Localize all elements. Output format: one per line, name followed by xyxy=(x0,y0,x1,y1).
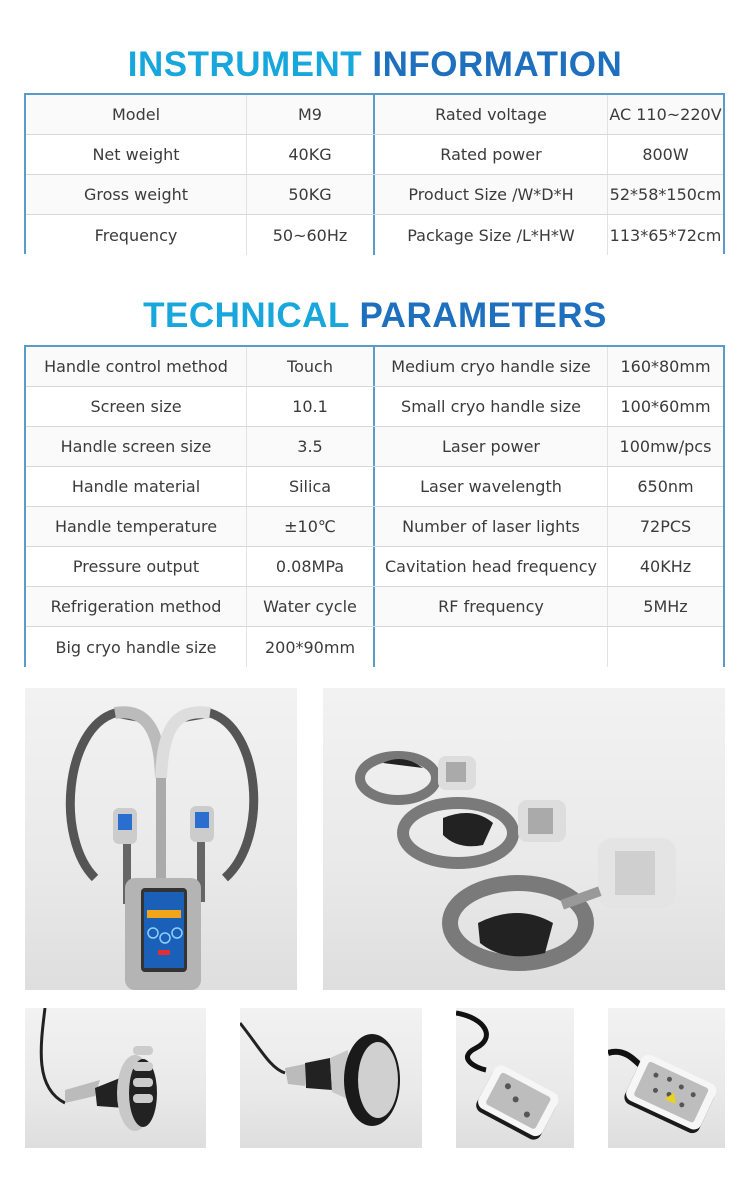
row-label: Handle material xyxy=(26,467,247,506)
row-value: Silica xyxy=(247,467,375,506)
row-label: Gross weight xyxy=(26,175,247,214)
table-row xyxy=(26,175,723,215)
row-value: ±10℃ xyxy=(247,507,375,546)
row-value: 10.1 xyxy=(247,387,375,426)
row-value: 50~60Hz xyxy=(247,215,375,255)
row-label: Refrigeration method xyxy=(26,587,247,626)
row-label: Big cryo handle size xyxy=(26,627,247,667)
row-value: 72PCS xyxy=(639,517,692,536)
row-value: M9 xyxy=(247,95,375,134)
technical-parameters-title xyxy=(0,296,750,336)
table-row xyxy=(26,547,723,587)
cryo-machine-photo xyxy=(25,688,297,990)
row-label: RF frequency xyxy=(375,587,608,626)
row-value: 113*65*72cm xyxy=(609,225,722,245)
row-label: Pressure output xyxy=(26,547,247,586)
laser-pad-photo-2 xyxy=(608,1008,725,1148)
row-value: 100mw/pcs xyxy=(619,437,712,456)
row-label: Handle temperature xyxy=(26,507,247,546)
instrument-information-table xyxy=(24,93,725,254)
row-label: Rated voltage xyxy=(375,95,608,134)
cavitation-handle-photo xyxy=(240,1008,422,1148)
title-part-1: TECHNICAL xyxy=(143,296,350,335)
row-value: 200*90mm xyxy=(247,627,375,667)
row-value: Touch xyxy=(247,347,375,386)
row-label: Frequency xyxy=(26,215,247,255)
row-value: 5MHz xyxy=(643,597,688,616)
table-row xyxy=(26,347,723,387)
row-label: Medium cryo handle size xyxy=(375,347,608,386)
row-label: Number of laser lights xyxy=(375,507,608,546)
row-label: Handle control method xyxy=(26,347,247,386)
row-label: Package Size /L*H*W xyxy=(375,215,608,255)
laser-pad-image-1 xyxy=(456,1008,574,1148)
row-value: AC 110~220V xyxy=(609,105,722,124)
row-value: 160*80mm xyxy=(620,357,711,376)
table-row xyxy=(26,427,723,467)
cavitation-handle-image xyxy=(240,1008,422,1148)
row-value: 40KHz xyxy=(639,557,692,576)
title-part-2: PARAMETERS xyxy=(359,296,607,335)
table-row xyxy=(26,135,723,175)
row-label: Net weight xyxy=(26,135,247,174)
row-value: 52*58*150cm xyxy=(609,185,722,204)
table-row xyxy=(26,467,723,507)
table-row xyxy=(26,587,723,627)
table-row xyxy=(26,507,723,547)
technical-parameters-table xyxy=(24,345,725,667)
row-label: Rated power xyxy=(375,135,608,174)
title-part-1: INSTRUMENT xyxy=(127,45,363,84)
row-label: Cavitation head frequency xyxy=(375,547,608,586)
table-row xyxy=(26,627,723,667)
row-value: 800W xyxy=(642,145,689,164)
row-value: 50KG xyxy=(247,175,375,214)
table-row xyxy=(26,215,723,255)
cryo-handles-image xyxy=(323,688,725,990)
multipolar-rf-handle-photo xyxy=(25,1008,206,1148)
row-label: Handle screen size xyxy=(26,427,247,466)
cryo-machine-image xyxy=(25,688,297,990)
row-label: Small cryo handle size xyxy=(375,387,608,426)
instrument-information-title xyxy=(0,45,750,85)
table-row xyxy=(26,95,723,135)
row-label xyxy=(375,627,608,667)
row-label: Product Size /W*D*H xyxy=(375,175,608,214)
row-value: 650nm xyxy=(637,477,694,496)
row-value xyxy=(608,627,723,667)
row-label: Screen size xyxy=(26,387,247,426)
row-value: 100*60mm xyxy=(620,397,711,416)
row-value: 3.5 xyxy=(247,427,375,466)
row-label: Laser power xyxy=(375,427,608,466)
laser-pad-image-2 xyxy=(608,1008,725,1148)
row-value: Water cycle xyxy=(247,587,375,626)
row-value: 40KG xyxy=(247,135,375,174)
table-row xyxy=(26,387,723,427)
laser-pad-photo-1 xyxy=(456,1008,574,1148)
row-label: Model xyxy=(26,95,247,134)
title-part-2: INFORMATION xyxy=(372,45,623,84)
row-value: 0.08MPa xyxy=(247,547,375,586)
row-label: Laser wavelength xyxy=(375,467,608,506)
multipolar-rf-handle-image xyxy=(25,1008,206,1148)
cryo-handles-photo xyxy=(323,688,725,990)
